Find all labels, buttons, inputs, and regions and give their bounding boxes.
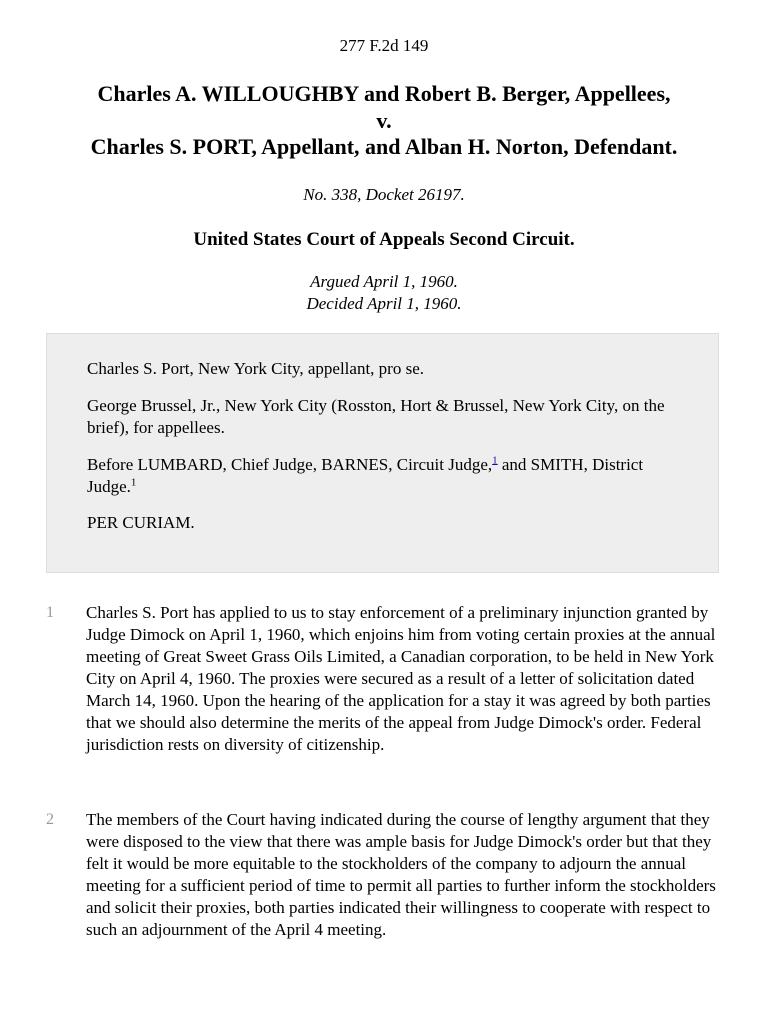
argued-date: Argued April 1, 1960. [310, 272, 458, 291]
case-citation: 277 F.2d 149 [339, 36, 429, 55]
paragraph-text: Charles S. Port has applied to us to stay enforcement of a preliminary injunction granted by Judge Dimock on April 1, 1960, which enjoins him from voting certain proxies at the annual meeting of Great Sweet Grass Oils Limited, a Canadian corporation, to be held in New York City on April 4, 1960. The proxies were secured as a result of a letter of solicitation dated March 14, 1960. Upon the hearing of the application for a stay it was agreed by both parties that we should also determine the merits of the appeal from Judge Dimock's order. Federal jurisdiction rests on diversity of citizenship. [86, 603, 716, 754]
caption-appellees: Charles A. WILLOUGHBY and Robert B. Berger, Appellees, [97, 81, 671, 106]
judges-text-part2: and SMITH, District Judge. [87, 455, 644, 496]
docket-number: No. 338, Docket 26197. [303, 185, 465, 204]
decided-date: Decided April 1, 1960. [306, 294, 462, 313]
appellant-counsel: Charles S. Port, New York City, appellant, pro se. [87, 359, 424, 378]
per-curiam: PER CURIAM. [87, 513, 195, 532]
case-dates [0, 271, 768, 315]
case-caption [0, 80, 768, 161]
paragraph-number: 1 [46, 604, 54, 621]
paragraph-text: The members of the Court having indicated during the course of lengthy argument that they were disposed to the view that there was ample basis for Judge Dimock's order but that they felt it would be more equitable to the stockholders of the company to adjourn the annual meeting for a sufficient period of time to permit all parties to further inform the stockholders and solicit their proxies, both parties indicated their willingness to cooperate with respect to such an adjournment of the April 4 meeting. [86, 810, 716, 939]
judges-panel [87, 454, 688, 498]
paragraph-number: 2 [46, 811, 54, 828]
caption-versus: v. [376, 108, 392, 133]
appellee-counsel: George Brussel, Jr., New York City (Rosston, Hort & Brussel, New York City, on the brief), for appellees. [87, 396, 665, 437]
case-preamble-box [46, 333, 719, 573]
caption-appellant: Charles S. PORT, Appellant, and Alban H. Norton, Defendant. [90, 134, 678, 159]
footnote-link-1[interactable]: 1 [492, 454, 498, 467]
footnote-marker-1: 1 [130, 476, 137, 489]
judges-text-part1: Before LUMBARD, Chief Judge, BARNES, Circuit Judge, [87, 455, 493, 474]
court-name: United States Court of Appeals Second Circuit. [193, 229, 575, 250]
